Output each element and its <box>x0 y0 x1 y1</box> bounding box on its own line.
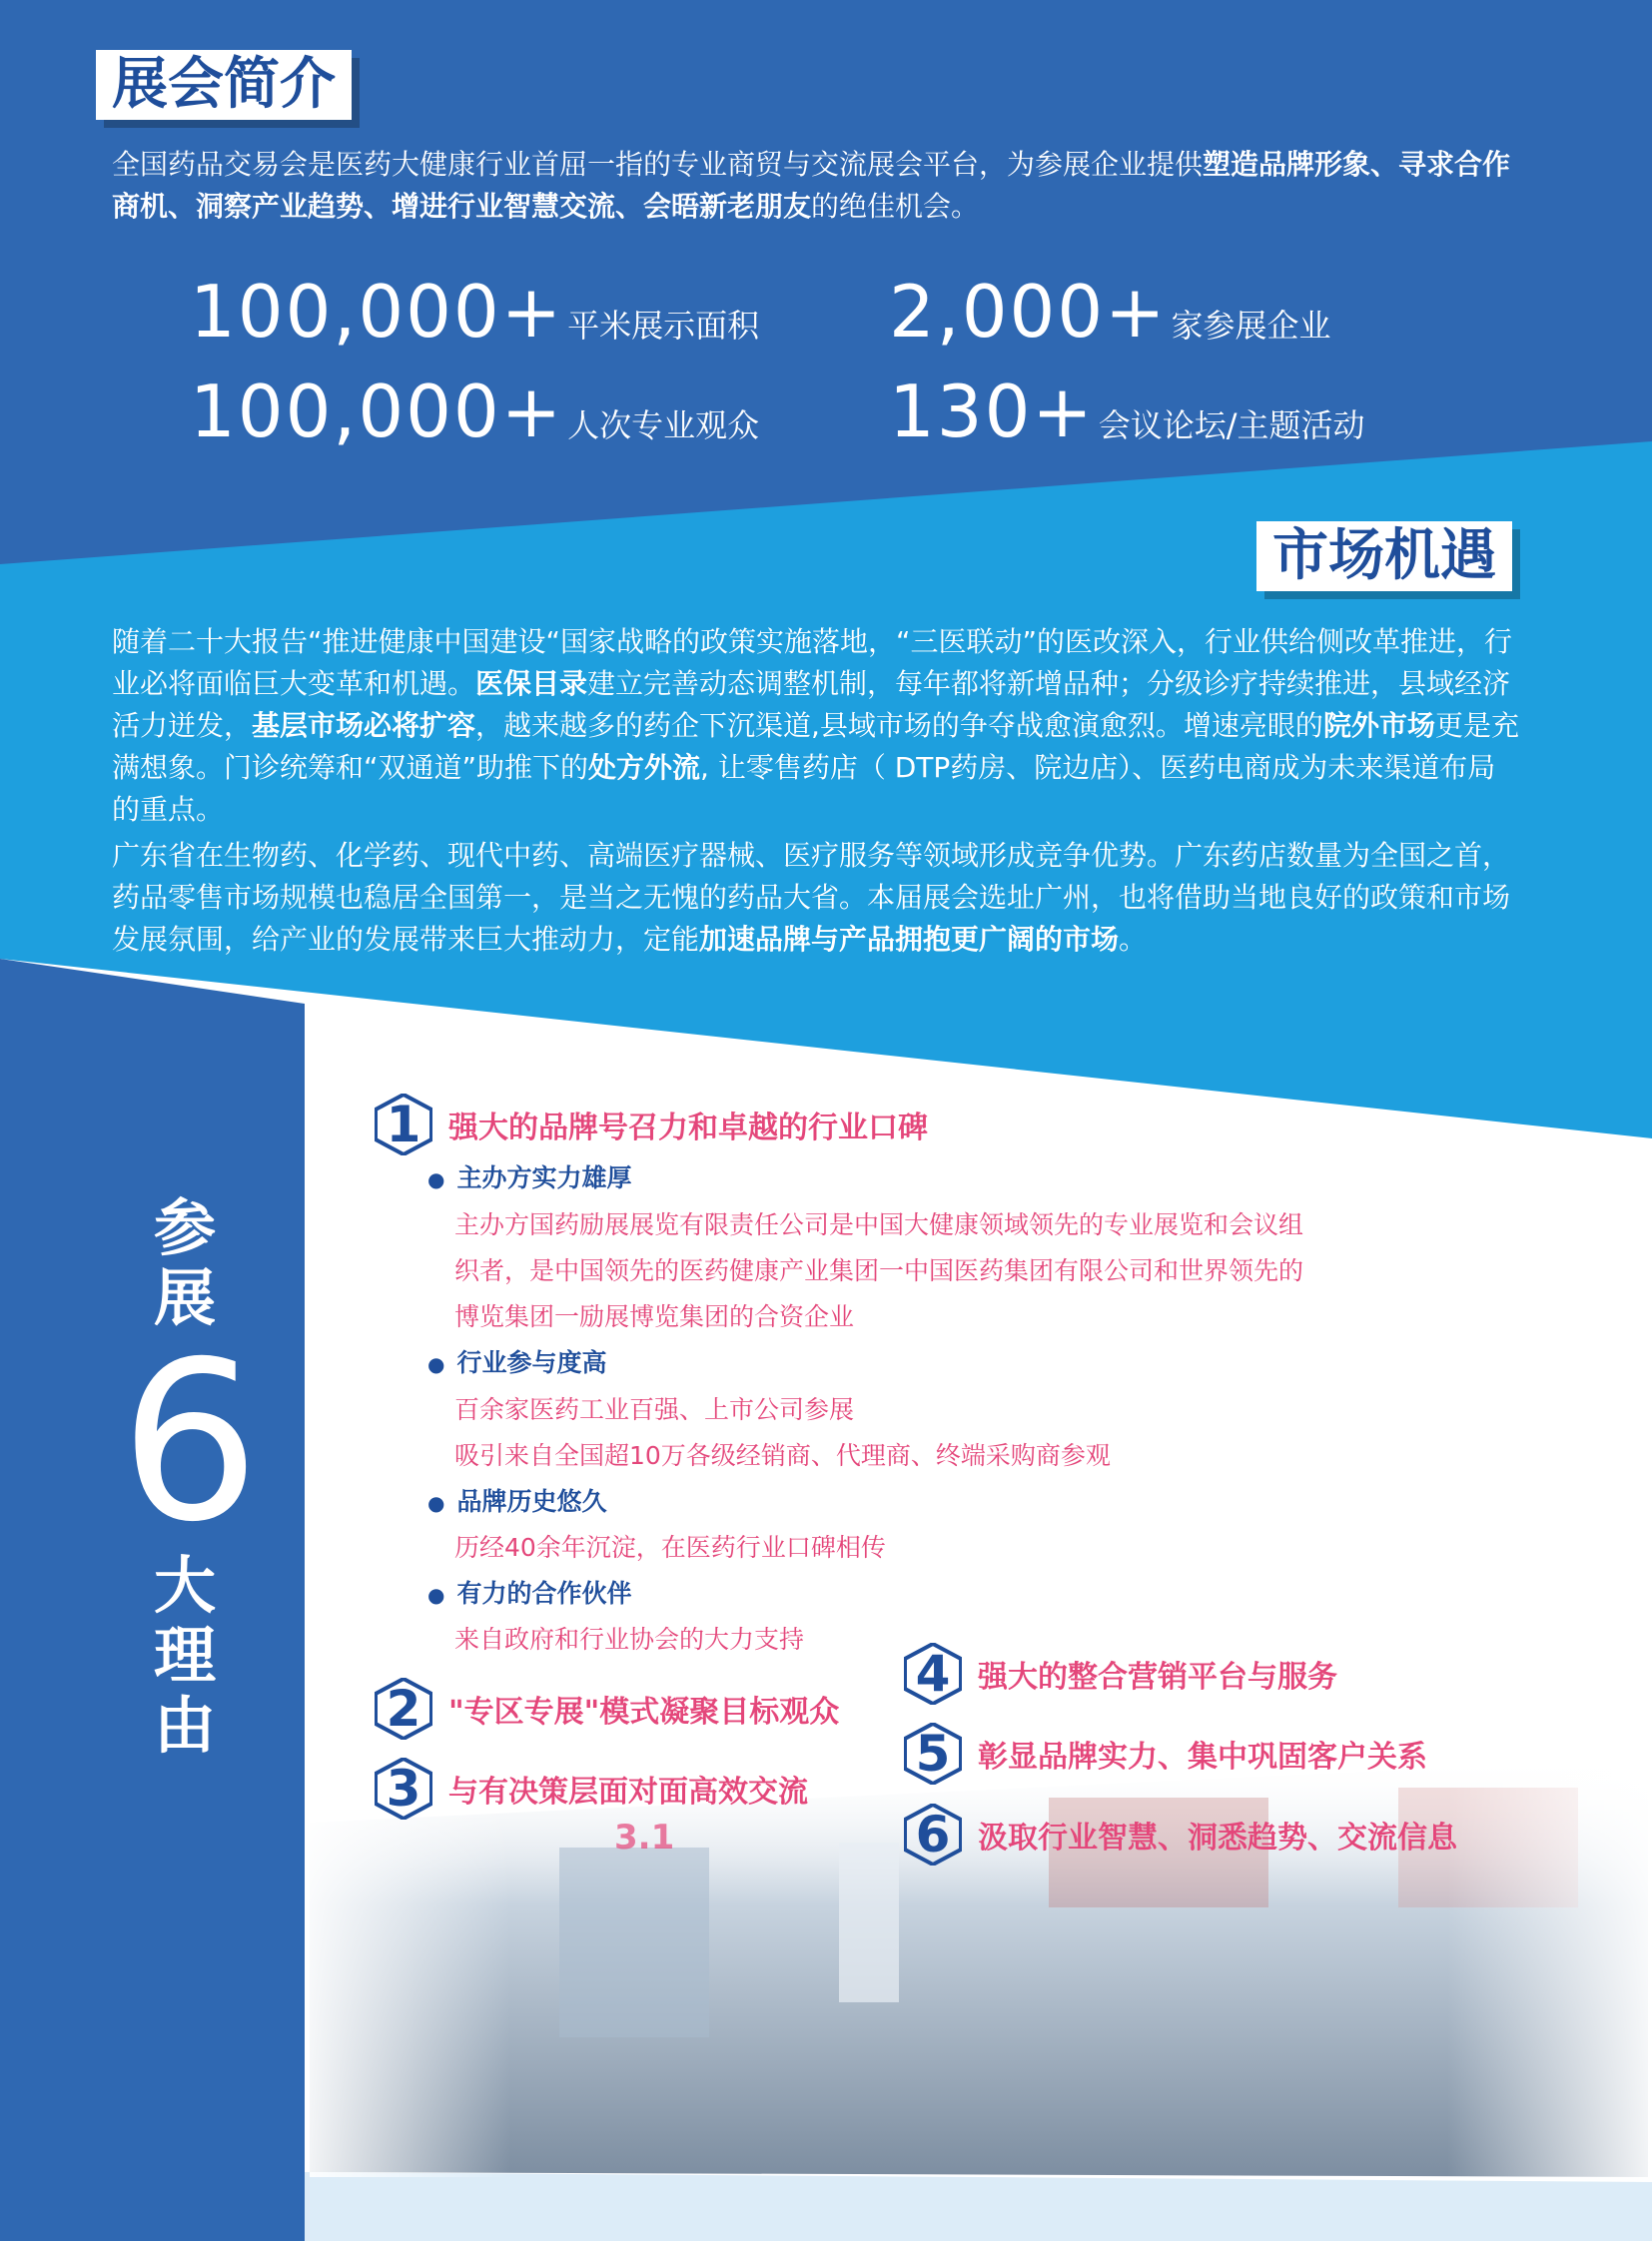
big-number: 6 <box>120 1314 260 1570</box>
hexagon-number-icon <box>375 1678 432 1740</box>
title-char: 理 <box>153 1619 216 1692</box>
stat-number: 2,000+ <box>889 270 1168 354</box>
title-char: 大 <box>153 1549 216 1622</box>
title-char: 参 <box>153 1191 216 1264</box>
market-paragraph-2 <box>112 835 1520 961</box>
title-char: 由 <box>153 1689 216 1762</box>
detail-line: 织者，是中国领先的医药健康产业集团一中国医药集团有限公司和世界领先的 <box>454 1256 1304 1285</box>
market-highlight: 院外市场 <box>1322 709 1435 742</box>
market-text: 。 <box>1119 923 1148 956</box>
detail-line: 百余家医药工业百强、上市公司参展 <box>454 1395 855 1424</box>
hexagon-number-icon <box>904 1643 962 1705</box>
detail-line: 主办方国药励展展览有限责任公司是中国大健康领域领先的专业展览和会议组 <box>454 1210 1304 1239</box>
intro-title: 展会简介 <box>96 50 352 120</box>
stat-number: 100,000+ <box>190 370 564 453</box>
hexagon-number-icon <box>375 1094 432 1155</box>
reason-4 <box>904 1643 1337 1705</box>
market-text: 随着二十大报告“推进健康中国建设“国家战略的政策实施落地，“三医联动”的医改深入，行业供给侧改革推进，行业必将面临巨大变革和机遇。 <box>112 625 1513 700</box>
reason-6 <box>904 1804 1457 1866</box>
reason-number: 5 <box>915 1725 951 1783</box>
reason-title: 强大的整合营销平台与服务 <box>978 1660 1337 1695</box>
market-highlight: 基层市场必将扩容 <box>252 709 476 742</box>
market-text: 更是充满想象。门诊统筹和“双通道”助推下的 <box>112 709 1519 784</box>
market-text: ，越来越多的药企下沉渠道,县域市场的争夺战愈演愈烈。增速亮眼的 <box>475 709 1323 742</box>
market-highlight: 医保目录 <box>475 667 588 700</box>
detail-line: 来自政府和行业协会的大力支持 <box>454 1625 805 1654</box>
stat-number: 130+ <box>889 370 1095 453</box>
title-char: 展 <box>153 1261 216 1334</box>
detail-title: ● 主办方实力雄厚 <box>427 1158 631 1194</box>
intro-paragraph <box>112 144 1530 228</box>
reason-3 <box>375 1758 808 1820</box>
hexagon-number-icon <box>904 1804 962 1866</box>
reason-title: 与有决策层面对面高效交流 <box>448 1775 808 1810</box>
reason-title: "专区专展"模式凝聚目标观众 <box>448 1695 840 1730</box>
market-title: 市场机遇 <box>1256 521 1512 591</box>
market-text: , 让零售药店（ DTP药房、院边店）、医药电商成为未来渠道布局的重点。 <box>112 751 1496 826</box>
photo-sign: 3.1 <box>614 1818 675 1858</box>
market-paragraph-1 <box>112 621 1520 831</box>
stat-number: 100,000+ <box>190 270 564 354</box>
detail-title: ● 品牌历史悠久 <box>427 1482 606 1518</box>
stat-exhibitors <box>889 270 1330 354</box>
reason-number: 2 <box>386 1680 421 1738</box>
intro-text: 全国药品交易会是医药大健康行业首屈一指的专业商贸与交流展会平台，为参展企业提供 <box>112 148 1204 181</box>
stat-area <box>190 270 759 354</box>
reason-number: 4 <box>915 1645 951 1703</box>
detail-line: 历经40余年沉淀，在医药行业口碑相传 <box>454 1533 886 1562</box>
stat-unit: 平米展示面积 <box>567 307 760 345</box>
intro-text: 的绝佳机会。 <box>811 190 980 223</box>
market-highlight: 处方外流 <box>588 751 701 784</box>
stat-unit: 家参展企业 <box>1171 307 1331 345</box>
reason-5 <box>904 1723 1427 1785</box>
reason-number: 6 <box>915 1806 951 1864</box>
reason-number: 1 <box>386 1096 421 1153</box>
reason-title: 汲取行业智慧、洞悉趋势、交流信息 <box>978 1821 1457 1856</box>
stat-unit: 会议论坛/主题活动 <box>1098 406 1365 444</box>
detail-title: ● 行业参与度高 <box>427 1343 606 1379</box>
intro-highlight: 塑造品牌形象、寻求合作商机、洞察产业趋势、增进行业智慧交流、会晤新老朋友 <box>112 148 1511 223</box>
reason-title: 彰显品牌实力、集中巩固客户关系 <box>978 1740 1427 1775</box>
stat-forums <box>889 370 1365 453</box>
detail-title: ● 有力的合作伙伴 <box>427 1574 631 1610</box>
detail-line: 博览集团一励展博览集团的合资企业 <box>454 1302 855 1331</box>
stat-visitors <box>190 370 759 453</box>
market-highlight: 加速品牌与产品拥抱更广阔的市场 <box>699 923 1120 956</box>
stat-unit: 人次专业观众 <box>567 406 760 444</box>
detail-line: 吸引来自全国超10万各级经销商、代理商、终端采购商参观 <box>454 1441 1111 1470</box>
reasons-vertical-title <box>120 1191 260 1762</box>
reason-2 <box>375 1678 839 1740</box>
market-text: 广东省在生物药、化学药、现代中药、高端医疗器械、医疗服务等领域形成竞争优势。广东药店数量为全国之首，药品零售市场规模也稳居全国第一，是当之无愧的药品大省。本届展会选址广州，也将借助当地良好的政策和市场发展氛围，给产业的发展带来巨大推动力，定能 <box>112 839 1511 956</box>
reason-1 <box>375 1094 928 1155</box>
reason-title: 强大的品牌号召力和卓越的行业口碑 <box>448 1111 928 1145</box>
reason-number: 3 <box>386 1760 421 1818</box>
bottom-strip <box>305 2172 1652 2241</box>
hexagon-number-icon <box>375 1758 432 1820</box>
market-text: 建立完善动态调整机制，每年都将新增品种；分级诊疗持续推进，县域经济活力迸发， <box>112 667 1511 742</box>
hexagon-number-icon <box>904 1723 962 1785</box>
